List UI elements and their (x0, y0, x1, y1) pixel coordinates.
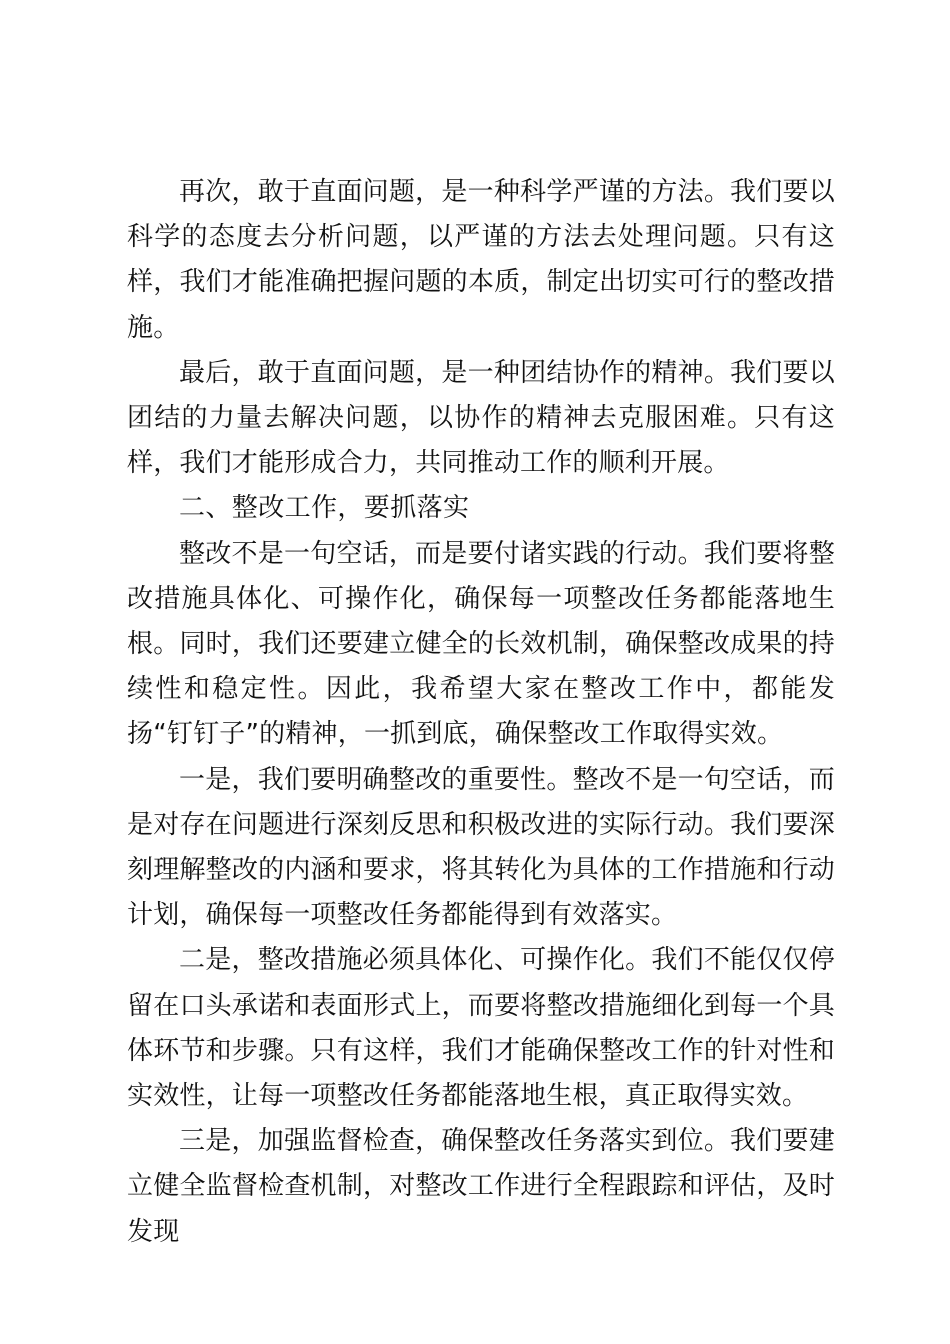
document-body (127, 170, 835, 1255)
paragraph-implementation: 整改不是一句空话，而是要付诸实践的行动。我们要将整改措施具体化、可操作化，确保每一项整改任务都能落地生根。同时，我们还要建立健全的长效机制，确保整改成果的持续性和稳定性。因此，我希望大家在整改工作中，都能发扬“钉钉子”的精神，一抓到底，确保整改工作取得实效。 (127, 538, 835, 750)
paragraph-point-one: 一是，我们要明确整改的重要性。整改不是一句空话，而是对存在问题进行深刻反思和积极改进的实际行动。我们要深刻理解整改的内涵和要求，将其转化为具体的工作措施和行动计划，确保每一项整改任务都能得到有效落实。 (127, 764, 835, 931)
paragraph-scientific-method: 再次，敢于直面问题，是一种科学严谨的方法。我们要以科学的态度去分析问题，以严谨的方法去处理问题。只有这样，我们才能准确把握问题的本质，制定出切实可行的整改措施。 (127, 177, 835, 343)
paragraph-point-two: 二是，整改措施必须具体化、可操作化。我们不能仅仅停留在口头承诺和表面形式上，而要将整改措施细化到每一个具体环节和步骤。只有这样，我们才能确保整改工作的针对性和实效性，让每一项整改任务都能落地生根，真正取得实效。 (127, 945, 835, 1112)
paragraph-point-three: 三是，加强监督检查，确保整改任务落实到位。我们要建立健全监督检查机制，对整改工作进行全程跟踪和评估，及时发现 (127, 1126, 835, 1247)
section-heading: 二、整改工作，要抓落实 (179, 493, 470, 524)
paragraph-teamwork-spirit: 最后，敢于直面问题，是一种团结协作的精神。我们要以团结的力量去解决问题，以协作的精神去克服困难。只有这样，我们才能形成合力，共同推动工作的顺利开展。 (127, 357, 835, 479)
